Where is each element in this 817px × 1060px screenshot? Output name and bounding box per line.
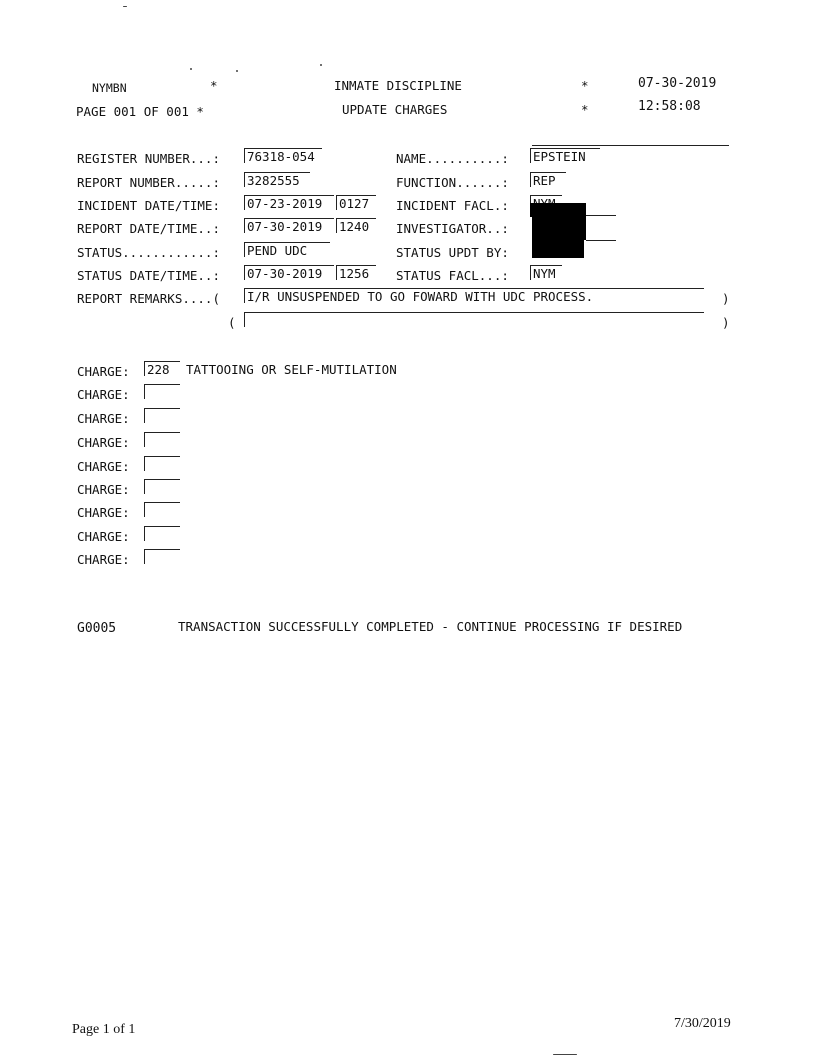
scan-speck — [236, 70, 238, 72]
report-number-label: REPORT NUMBER.....: — [77, 175, 220, 190]
status-time-field[interactable]: 1256 — [336, 265, 376, 280]
header-star: * — [581, 102, 589, 117]
incident-time-field[interactable]: 0127 — [336, 195, 376, 210]
name-label: NAME..........: — [396, 151, 509, 166]
charge-code-field[interactable] — [144, 479, 180, 494]
screen-title: INMATE DISCIPLINE — [334, 78, 462, 93]
status-updt-label: STATUS UPDT BY: — [396, 245, 509, 260]
paren-open: ( — [228, 315, 236, 330]
charge-code-field[interactable] — [144, 502, 180, 517]
paren-close: ) — [722, 315, 730, 330]
status-field[interactable]: PEND UDC — [244, 242, 330, 257]
system-code: NYMBN — [92, 81, 127, 95]
incident-datetime-label: INCIDENT DATE/TIME: — [77, 198, 220, 213]
charge-code-field[interactable] — [144, 384, 180, 399]
page-indicator: PAGE 001 OF 001 * — [76, 104, 204, 119]
charge-code-field[interactable] — [144, 549, 180, 564]
incident-date-field[interactable]: 07-23-2019 — [244, 195, 334, 210]
charge-label: CHARGE: — [77, 529, 130, 544]
screen-subtitle: UPDATE CHARGES — [342, 102, 448, 117]
register-number-label: REGISTER NUMBER...: — [77, 151, 220, 166]
incident-facl-label: INCIDENT FACL.: — [396, 198, 509, 213]
report-date-field[interactable]: 07-30-2019 — [244, 218, 334, 233]
header-date: 07-30-2019 — [638, 76, 717, 91]
charge-label: CHARGE: — [77, 552, 130, 567]
footer-date: 7/30/2019 — [674, 1016, 731, 1031]
charge-code-field[interactable] — [144, 526, 180, 541]
status-label: STATUS............: — [77, 245, 220, 260]
charge-code-field[interactable] — [144, 456, 180, 471]
header-star: * — [210, 78, 218, 93]
message-code: G0005 — [77, 621, 117, 636]
charge-label: CHARGE: — [77, 435, 130, 450]
investigator-label: INVESTIGATOR..: — [396, 221, 509, 236]
redaction-block — [532, 214, 586, 240]
separator-line — [532, 145, 729, 146]
report-remarks-label: REPORT REMARKS....( — [77, 291, 220, 306]
field-underline — [586, 240, 616, 241]
report-time-field[interactable]: 1240 — [336, 218, 376, 233]
field-underline — [586, 215, 616, 216]
charge-label: CHARGE: — [77, 459, 130, 474]
report-datetime-label: REPORT DATE/TIME..: — [77, 221, 220, 236]
status-facl-field[interactable]: NYM — [530, 265, 562, 280]
header-star: * — [581, 78, 589, 93]
status-facl-label: STATUS FACL...: — [396, 268, 509, 283]
charge-description: TATTOOING OR SELF-MUTILATION — [186, 362, 397, 377]
function-field[interactable]: REP — [530, 172, 566, 187]
charge-label: CHARGE: — [77, 482, 130, 497]
charge-label: CHARGE: — [77, 364, 130, 379]
name-field[interactable]: EPSTEIN — [530, 148, 600, 163]
charge-label: CHARGE: — [77, 387, 130, 402]
charge-code-field[interactable]: 228 — [144, 361, 180, 376]
paren-close: ) — [722, 291, 730, 306]
charge-code-field[interactable] — [144, 408, 180, 423]
scan-speck — [320, 64, 322, 66]
scan-speck — [123, 6, 127, 7]
footer-page: Page 1 of 1 — [72, 1022, 136, 1037]
charge-label: CHARGE: — [77, 411, 130, 426]
remarks-line-1[interactable]: I/R UNSUSPENDED TO GO FOWARD WITH UDC PROCESS. — [244, 288, 704, 303]
status-message: TRANSACTION SUCCESSFULLY COMPLETED - CONTINUE PROCESSING IF DESIRED — [178, 619, 683, 634]
header-time: 12:58:08 — [638, 99, 701, 114]
status-datetime-label: STATUS DATE/TIME..: — [77, 268, 220, 283]
function-label: FUNCTION......: — [396, 175, 509, 190]
redaction-block — [532, 238, 584, 258]
charge-label: CHARGE: — [77, 505, 130, 520]
remarks-line-2[interactable] — [244, 312, 704, 327]
scan-speck — [190, 68, 192, 70]
status-date-field[interactable]: 07-30-2019 — [244, 265, 334, 280]
scan-speck — [553, 1054, 577, 1055]
report-number-field[interactable]: 3282555 — [244, 172, 310, 187]
register-number-field[interactable]: 76318-054 — [244, 148, 322, 163]
charge-code-field[interactable] — [144, 432, 180, 447]
